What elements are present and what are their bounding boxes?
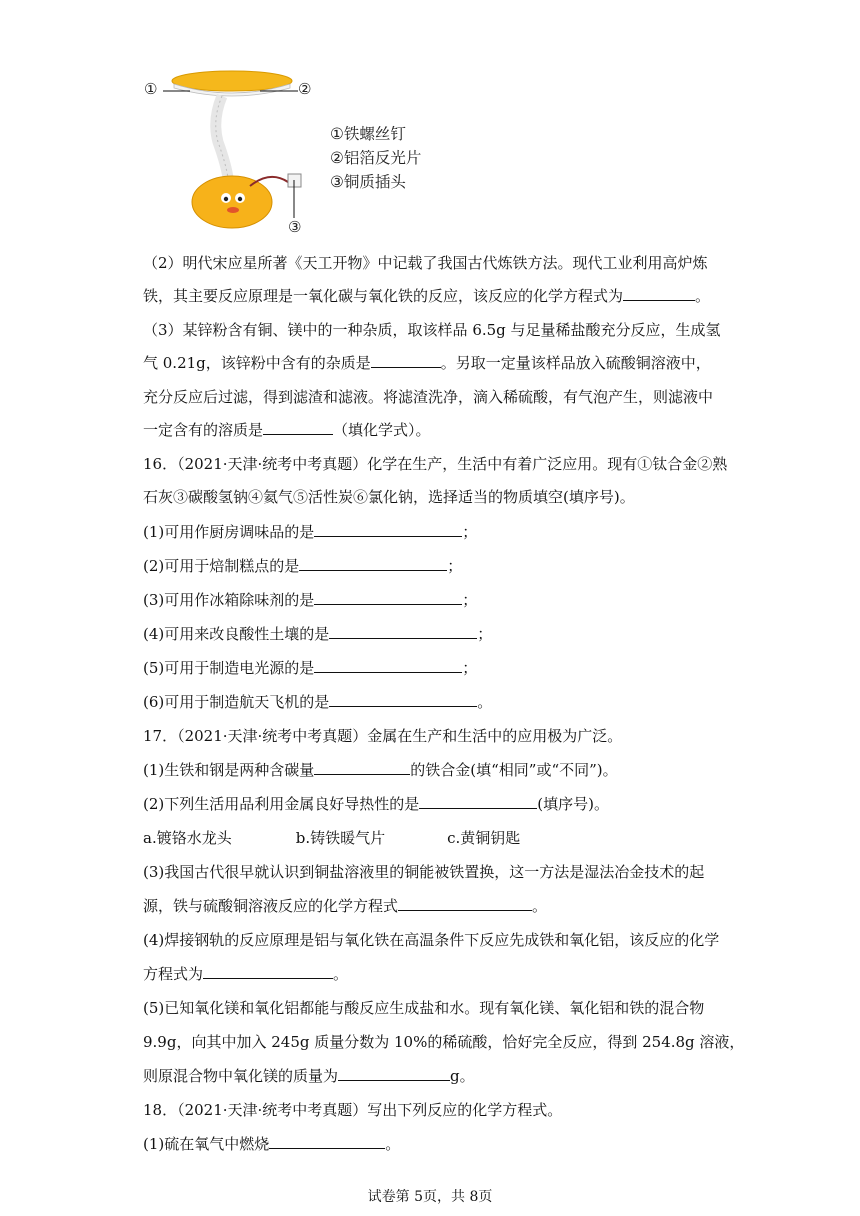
q15-part3-end: 。另取一定量该样品放入硫酸铜溶液中， <box>440 354 711 372</box>
q17-sub3-line2 <box>143 895 547 917</box>
marker-2: ② <box>298 80 312 98</box>
q17-sub2-text: (2)下列生活用品利用金属良好导热性的是 <box>143 795 420 813</box>
q15-part2-line1: （2）明代宋应星所著《天工开物》中记载了我国古代炼铁方法。现代工业利用高炉炼 <box>143 254 708 272</box>
answer-blank[interactable] <box>371 353 441 368</box>
q16-item-end: ； <box>462 591 478 609</box>
q15-part3-line1: （3）某锌粉含有铜、镁中的一种杂质，取该样品 6.5g 与足量稀盐酸充分反应，生成氢 <box>143 321 721 339</box>
q15-part3-line4 <box>143 419 431 441</box>
q16-item-6 <box>143 691 492 713</box>
marker-1: ① <box>144 80 158 98</box>
q16-item-text: (4)可用来改良酸性土壤的是 <box>143 625 330 643</box>
q18-stem: 18．（2021·天津·统考中考真题）写出下列反应的化学方程式。 <box>143 1101 563 1119</box>
q16-item-4 <box>143 623 492 645</box>
option-a[interactable]: a.镀铬水龙头 <box>143 829 232 847</box>
answer-blank[interactable] <box>338 1066 450 1081</box>
answer-blank[interactable] <box>314 522 462 537</box>
q15-part2-line2 <box>143 285 710 307</box>
answer-blank[interactable] <box>419 794 537 809</box>
q16-item-text: (3)可用作冰箱除味剂的是 <box>143 591 315 609</box>
q16-item-end: ； <box>477 625 493 643</box>
page-footer: 试卷第 5页，共 8页 <box>367 1189 493 1205</box>
legend-item-foil: ②铝箔反光片 <box>330 149 422 167</box>
q17-sub4-end: 。 <box>333 965 349 983</box>
answer-blank[interactable] <box>314 760 410 775</box>
q17-sub1-end: 的铁合金(填“相同”或“不同”)。 <box>410 761 618 779</box>
answer-blank[interactable] <box>269 1134 385 1149</box>
q17-sub-1 <box>143 759 618 781</box>
q16-item-text: (6)可用于制造航天飞机的是 <box>143 693 330 711</box>
legend-item-plug: ③铜质插头 <box>330 173 406 191</box>
q16-item-end: 。 <box>477 693 493 711</box>
q17-stem: 17．（2021·天津·统考中考真题）金属在生产和生活中的应用极为广泛。 <box>143 727 623 745</box>
q15-part3-end2: （填化学式）。 <box>333 421 431 439</box>
q15-part2-text: 铁，其主要反应原理是一氧化碳与氧化铁的反应，该反应的化学方程式为 <box>143 287 624 305</box>
q15-part3-text: 气 0.21g，该锌粉中含有的杂质是 <box>143 354 371 372</box>
q15-part3-line2 <box>143 352 711 374</box>
answer-blank[interactable] <box>203 964 333 979</box>
answer-blank[interactable] <box>263 420 333 435</box>
q18-sub1-text: (1)硫在氧气中燃烧 <box>143 1135 270 1153</box>
q15-part2-end: 。 <box>695 287 711 305</box>
q16-item-1 <box>143 521 477 543</box>
answer-blank[interactable] <box>398 896 532 911</box>
answer-blank[interactable] <box>299 556 447 571</box>
q15-part3-text2: 一定含有的溶质是 <box>143 421 264 439</box>
q17-options <box>143 827 520 849</box>
answer-blank[interactable] <box>314 658 462 673</box>
q17-sub3-line1: (3)我国古代很早就认识到铜盐溶液里的铜能被铁置换，这一方法是湿法冶金技术的起 <box>143 863 705 881</box>
answer-blank[interactable] <box>623 286 695 301</box>
q16-stem-line1: 16．（2021·天津·统考中考真题）化学在生产，生活中有着广泛应用。现有①钛合金②熟 <box>143 455 728 473</box>
q17-sub4-line1: (4)焊接钢轨的反应原理是铝与氧化铁在高温条件下反应先成铁和氧化铝，该反应的化学 <box>143 931 720 949</box>
q17-sub4-line2 <box>143 963 348 985</box>
q17-sub4-text: 方程式为 <box>143 965 204 983</box>
marker-3: ③ <box>288 218 302 236</box>
q17-sub5-text: 则原混合物中氧化镁的质量为 <box>143 1067 339 1085</box>
q17-sub3-text: 源，铁与硫酸铜溶液反应的化学方程式 <box>143 897 399 915</box>
option-c[interactable]: c.黄铜钥匙 <box>447 829 521 847</box>
q16-item-text: (1)可用作厨房调味品的是 <box>143 523 315 541</box>
option-b[interactable]: b.铸铁暖气片 <box>295 829 386 847</box>
q17-sub3-end: 。 <box>532 897 548 915</box>
q16-item-2 <box>143 555 462 577</box>
q16-item-text: (2)可用于焙制糕点的是 <box>143 557 300 575</box>
q17-sub5-line1: (5)已知氧化镁和氧化铝都能与酸反应生成盐和水。现有氧化镁、氧化铝和铁的混合物 <box>143 999 705 1017</box>
q17-sub-2 <box>143 793 609 815</box>
figure-legend <box>330 122 421 194</box>
q17-sub1-text: (1)生铁和钢是两种含碳量 <box>143 761 315 779</box>
q17-sub5-line2: 9.9g，向其中加入 245g 质量分数为 10%的稀硫酸，恰好完全反应，得到 254.8g 溶液， <box>143 1033 745 1051</box>
q15-part3-line3: 充分反应后过滤，得到滤渣和滤液。将滤渣洗净，滴入稀硫酸，有气泡产生，则滤液中 <box>143 388 714 406</box>
answer-blank[interactable] <box>329 624 477 639</box>
q18-sub1-end: 。 <box>385 1135 401 1153</box>
q16-item-end: ； <box>447 557 463 575</box>
q16-item-end: ； <box>462 523 478 541</box>
q16-item-3 <box>143 589 477 611</box>
q17-sub2-end: (填序号)。 <box>537 795 609 813</box>
q16-item-text: (5)可用于制造电光源的是 <box>143 659 315 677</box>
answer-blank[interactable] <box>314 590 462 605</box>
q16-item-5 <box>143 657 477 679</box>
q18-sub-1 <box>143 1133 400 1155</box>
q17-sub5-end: g。 <box>450 1067 475 1085</box>
q16-stem-line2: 石灰③碳酸氢钠④氦气⑤活性炭⑥氯化钠，选择适当的物质填空(填序号)。 <box>143 488 635 506</box>
q17-sub5-line3 <box>143 1065 475 1087</box>
q16-item-end: ； <box>462 659 478 677</box>
answer-blank[interactable] <box>329 692 477 707</box>
legend-item-screw: ①铁螺丝钉 <box>330 125 406 143</box>
